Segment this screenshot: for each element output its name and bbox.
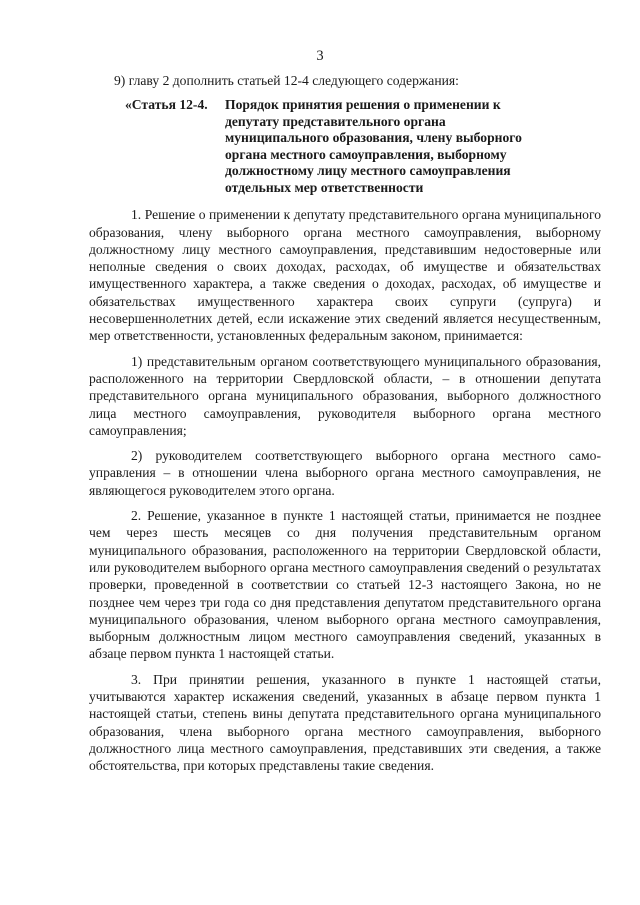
paragraph-1-item-1: 1) представительным органом соответствующего муниципального образования, расположенного на территории Свердловской области, – в отношении депутата представительного органа муниципального образования, выборного должностного лица местного самоуправления, руководителя выборного органа местного самоуправления; <box>89 353 601 438</box>
paragraph-1-item-2: 2) руководителем соответствующего выборного органа местного самоуправления – в отношении члена выборного органа местного самоуправления, не являющегося руководителем этого органа. <box>89 448 601 498</box>
paragraph-3: 3. При принятии решения, указанного в пункте 1 настоящей статьи, учитываются характер искажения сведений, указанных в абзаце первом пункта 1 настоящей статьи, степень вины депутата представительного органа муниципального образования, члена выборного органа местного самоуправления, выборного должностного лица местного самоуправления, представивших эти сведения, а также обстоятельства, при которых представлены такие сведения. <box>89 671 601 774</box>
page-number: 3 <box>316 48 324 64</box>
amendment-intro: 9) главу 2 дополнить статьей 12-4 следующего содержания: <box>114 73 459 88</box>
paragraph-1: 1. Решение о применении к депутату представительного органа муниципального образования, члену выборного органа местного самоуправления, выборному должностному лицу местного самоуправления, представившим недостоверные или неполные сведения о своих доходах, расходах, об имуществе и обязательствах имущественного характера, а также сведения о доходах, расходах, об имуществе и обязательствах имущественного характера своих супруги (супруга) и несовершеннолетних детей, если искажение этих сведений является несущественным, мер ответственности, установленных федеральным законом, принимается: <box>89 207 601 344</box>
document-body <box>89 72 601 783</box>
article-title: Порядок принятия решения о применении к депутату представительного органа муниципального образования, члену выборного органа местного самоуправления, выборному должностному лицу местного самоуправления отдельных мер ответственности <box>225 97 522 195</box>
article-label: «Статья 12-4. <box>125 97 208 113</box>
paragraph-2: 2. Решение, указанное в пункте 1 настоящей статьи, принимается не позднее чем через шесть месяцев со дня получения представительным органом муниципального образования, расположенного на территории Свердловской области, или руководителем выборного органа местного самоуправления сведений о результатах проверки, проведенной в соответствии со статьей 12-3 настоящего Закона, но не позднее чем через три года со дня представления депутатом представительного органа муниципального образования, членом выборного органа местного самоуправления, выборным должностным лицом местного самоуправления сведений, указанных в абзаце первом пункта 1 настоящей статьи. <box>89 508 601 662</box>
article-heading <box>89 97 601 196</box>
